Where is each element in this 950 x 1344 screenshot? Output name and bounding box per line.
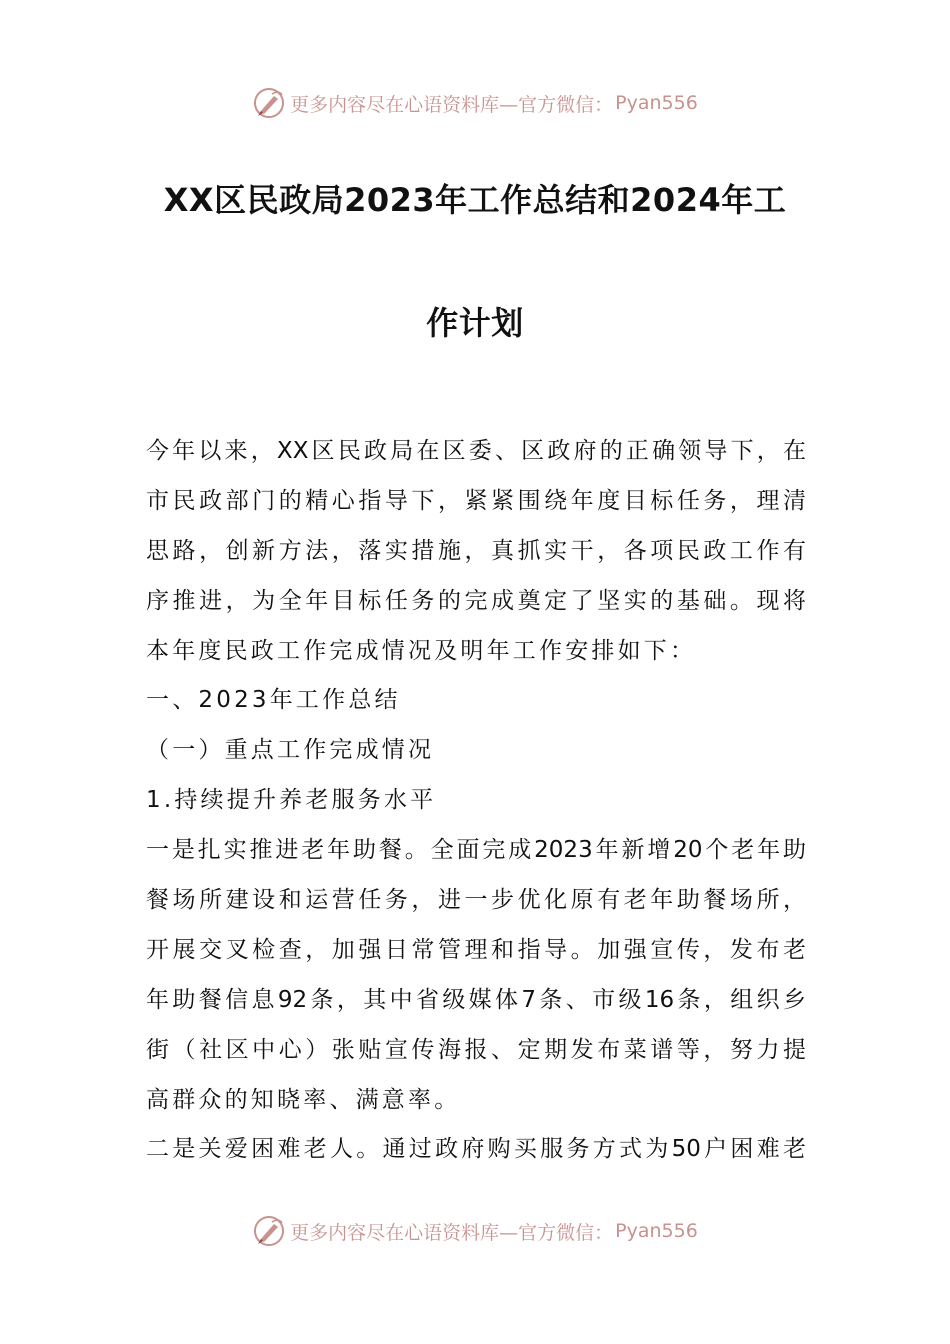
body-line: 街（社区中心）张贴宣传海报、定期发布菜谱等，努力提 <box>146 1036 806 1063</box>
body-line: 市民政部门的精心指导下，紧紧围绕年度目标任务，理清 <box>146 487 806 514</box>
watermark-contact: Pyan556 <box>615 92 698 114</box>
item-heading: 1.持续提升养老服务水平 <box>146 787 437 814</box>
pen-logo-icon <box>252 86 286 120</box>
body-line: 序推进，为全年目标任务的完成奠定了坚实的基础。现将 <box>146 587 806 614</box>
document-body <box>146 427 806 1175</box>
pen-logo-icon <box>252 1214 286 1248</box>
watermark-header <box>0 83 950 123</box>
body-line: 一是扎实推进老年助餐。全面完成2023年新增20个老年助 <box>146 837 806 864</box>
watermark-footer <box>0 1211 950 1251</box>
watermark-text: 更多内容尽在心语资料库—官方微信： <box>290 93 614 116</box>
subsection-heading: （一）重点工作完成情况 <box>146 737 435 764</box>
body-line: 本年度民政工作完成情况及明年工作安排如下： <box>146 637 697 664</box>
body-line: 高群众的知晓率、满意率。 <box>146 1086 461 1113</box>
body-line: 今年以来，XX区民政局在区委、区政府的正确领导下，在 <box>146 438 806 464</box>
body-line: 年助餐信息92条，其中省级媒体7条、市级16条，组织乡 <box>146 986 806 1013</box>
body-line: 开展交叉检查，加强日常管理和指导。加强宣传，发布老 <box>146 936 806 963</box>
watermark-text: 更多内容尽在心语资料库—官方微信： <box>290 1221 614 1244</box>
watermark-contact: Pyan556 <box>615 1220 698 1242</box>
body-line: 餐场所建设和运营任务，进一步优化原有老年助餐场所， <box>146 887 806 914</box>
document-title-line-2: 作计划 <box>426 304 524 342</box>
document-title-line-1: XX区民政局2023年工作总结和2024年工 <box>163 181 787 219</box>
body-line: 二是关爱困难老人。通过政府购买服务方式为50户困难老 <box>146 1136 806 1163</box>
body-line: 思路，创新方法，落实措施，真抓实干，各项民政工作有 <box>146 537 806 564</box>
section-heading: 一、2023年工作总结 <box>146 687 401 714</box>
